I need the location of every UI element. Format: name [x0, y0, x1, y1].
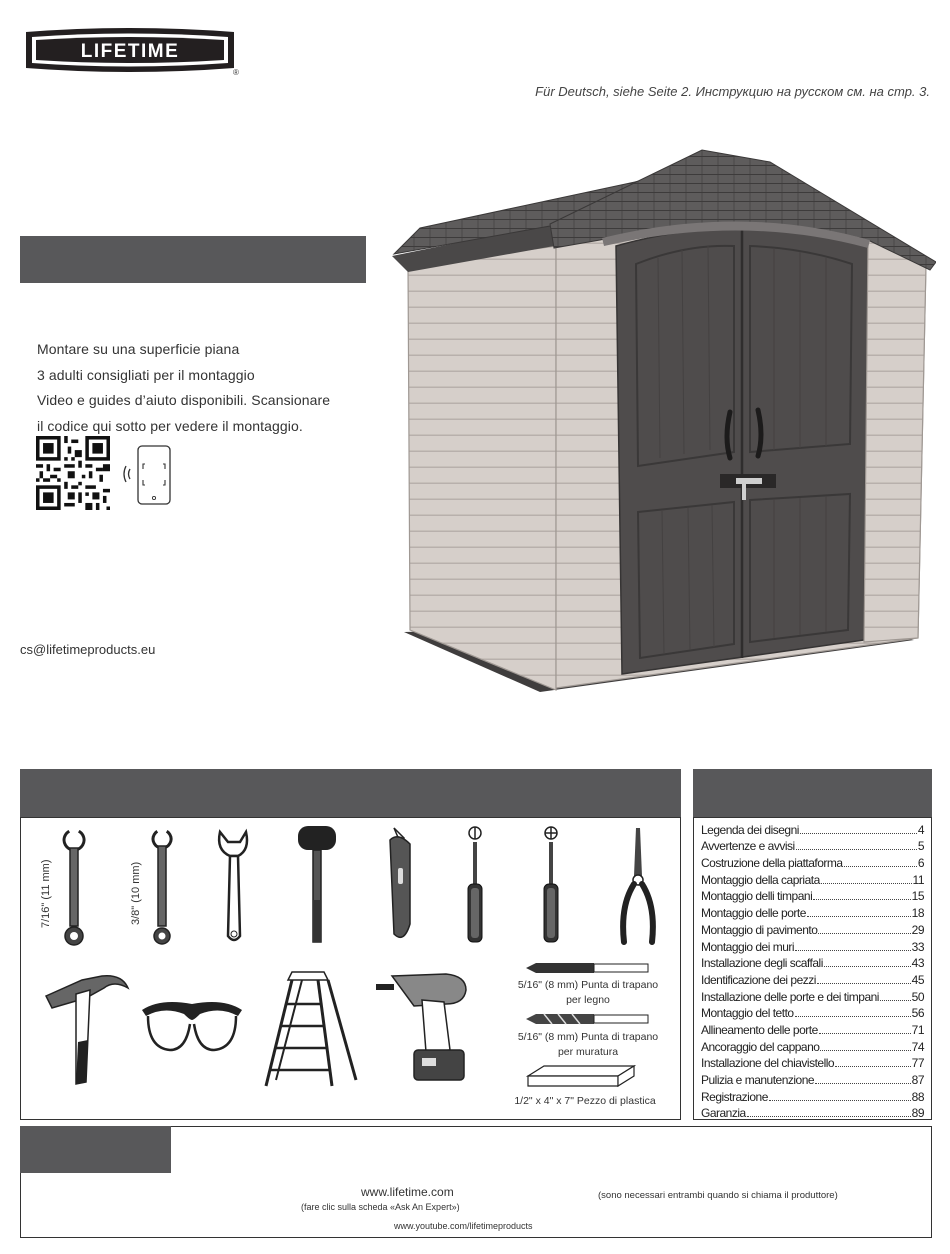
toc-entry[interactable]	[701, 837, 924, 854]
toc-entry[interactable]	[701, 1020, 924, 1037]
toc-entry[interactable]	[701, 920, 924, 937]
caption-line: 5/16" (8 mm) Punta di trapano	[517, 1031, 659, 1043]
utility-knife-icon	[384, 824, 418, 948]
toc-title: Montaggio di pavimento	[701, 922, 818, 937]
toc-title: Montaggio delli timpani	[701, 889, 813, 904]
toc-title: Avvertenze e avvisi	[701, 839, 795, 854]
phone-scan-icon	[118, 444, 172, 506]
toc-entry[interactable]	[701, 887, 924, 904]
toc-leader	[821, 883, 912, 884]
toc-page: 56	[911, 1006, 924, 1021]
masonry-bit-caption	[512, 1030, 664, 1060]
flathead-screwdriver-icon	[460, 826, 490, 946]
intro-line: il codice qui sotto per vedere il montaggio.	[37, 417, 303, 434]
ask-expert-note: (fare clic sulla scheda «Ask An Expert»)	[301, 1202, 460, 1212]
toc-title: Installazione degli scaffali	[701, 956, 823, 971]
toc-entry[interactable]	[701, 1004, 924, 1021]
toc-title: Ancoraggio del cappano	[701, 1039, 820, 1054]
needle-nose-pliers-icon	[616, 826, 660, 948]
support-email[interactable]: cs@lifetimeproducts.eu	[20, 642, 156, 657]
toc-page: 43	[911, 956, 924, 971]
language-note: Für Deutsch, siehe Seite 2. Инструкцию на русском см. на стр. 3.	[535, 84, 930, 99]
manufacturer-call-note: (sono necessari entrambi quando si chiama il produttore)	[598, 1190, 838, 1201]
table-of-contents	[693, 817, 932, 1120]
toc-title: Installazione delle porte e dei timpani	[701, 989, 879, 1004]
caption-line: per legno	[566, 994, 610, 1006]
toc-title: Montaggio del tetto	[701, 1006, 794, 1021]
wrench-size-label: 3/8" (10 mm)	[130, 861, 142, 925]
toc-title: Montaggio dei muri	[701, 939, 795, 954]
toc-leader	[747, 1116, 911, 1117]
toc-title: Pulizia e manutenzione	[701, 1073, 815, 1087]
toc-page: 77	[911, 1056, 924, 1071]
intro-line: 3 adulti consigliati per il montaggio	[37, 366, 255, 383]
toc-leader	[824, 966, 911, 967]
toc-page: 15	[911, 889, 924, 904]
toc-entry[interactable]	[701, 1087, 924, 1104]
plastic-piece-caption: 1/2" x 4" x 7" Pezzo di plastica	[514, 1095, 656, 1107]
qr-code[interactable]	[36, 436, 110, 510]
adjustable-wrench-icon	[214, 826, 254, 946]
toc-entry[interactable]	[701, 870, 924, 887]
toc-entry[interactable]	[701, 1037, 924, 1054]
lifetime-logo	[22, 26, 238, 74]
toc-page: 4	[917, 822, 924, 837]
toc-leader	[817, 983, 911, 984]
toc-title: Registrazione	[701, 1089, 768, 1104]
toc-page: 89	[911, 1106, 924, 1121]
toc-entry[interactable]	[701, 987, 924, 1004]
toc-page: 6	[917, 856, 924, 871]
toc-title: Costruzione della piattaforma	[701, 856, 843, 871]
toc-title: Installazione del chiavistello	[701, 1056, 835, 1071]
cordless-drill-icon	[374, 970, 470, 1086]
toc-entry[interactable]	[701, 1104, 924, 1121]
toc-entry[interactable]	[701, 937, 924, 954]
toc-leader	[815, 1083, 911, 1084]
youtube-link[interactable]: www.youtube.com/lifetimeproducts	[394, 1221, 533, 1231]
wood-bit-caption	[512, 978, 664, 1008]
website-link[interactable]: www.lifetime.com	[361, 1185, 454, 1199]
toc-page: 5	[917, 839, 924, 854]
registered-mark: ®	[233, 68, 239, 77]
toc-title: Legenda dei disegni	[701, 822, 799, 837]
plastic-piece-icon	[526, 1064, 636, 1090]
toc-leader	[800, 833, 917, 834]
toc-page: 45	[911, 972, 924, 987]
toc-leader	[844, 866, 917, 867]
wrench-size-label: 7/16" (11 mm)	[40, 859, 52, 928]
intro-text	[37, 337, 330, 439]
toc-entry[interactable]	[701, 954, 924, 971]
toc-page: 88	[911, 1089, 924, 1104]
toc-title: Garanzia	[701, 1106, 746, 1121]
toc-leader	[807, 916, 911, 917]
shed-illustration	[390, 148, 936, 696]
toc-page: 11	[912, 872, 924, 887]
brand-name: LIFETIME	[80, 41, 180, 62]
toc-leader	[769, 1100, 911, 1101]
tools-header-bar	[20, 769, 681, 817]
toc-entry[interactable]	[701, 1070, 924, 1087]
rubber-mallet-icon	[294, 824, 340, 946]
toc-page: 87	[911, 1073, 924, 1087]
toc-entry[interactable]	[701, 903, 924, 920]
toc-leader	[818, 933, 910, 934]
toc-header-bar	[693, 769, 932, 817]
toc-page: 50	[911, 989, 924, 1004]
toc-title: Montaggio delle porte	[701, 906, 806, 921]
combination-wrench-icon	[56, 826, 92, 948]
toc-title: Allineamento delle porte	[701, 1022, 818, 1037]
toc-title: Identificazione dei pezzi	[701, 972, 816, 987]
toc-entry[interactable]	[701, 820, 924, 837]
toc-leader	[796, 849, 917, 850]
masonry-drill-bit-icon	[524, 1012, 650, 1026]
safety-glasses-icon	[140, 996, 244, 1058]
toc-leader	[820, 1050, 910, 1051]
claw-hammer-icon	[42, 972, 130, 1090]
intro-line: Video e guides d’aiuto disponibili. Scansionare	[37, 392, 331, 408]
toc-page: 18	[911, 906, 924, 921]
toc-page: 74	[911, 1039, 924, 1054]
toc-leader	[835, 1066, 911, 1067]
toc-page: 29	[911, 922, 924, 937]
caption-line: per muratura	[557, 1046, 619, 1058]
toc-page: 33	[911, 939, 924, 954]
combination-wrench-icon	[145, 826, 179, 948]
phillips-screwdriver-icon	[536, 826, 566, 946]
toc-leader	[795, 950, 911, 951]
contact-header-tab	[20, 1126, 171, 1173]
toc-leader	[819, 1033, 911, 1034]
toc-leader	[813, 899, 910, 900]
intro-line: Montare su una superficie piana	[37, 341, 240, 357]
toc-entry[interactable]	[701, 853, 924, 870]
caption-line: 5/16" (8 mm) Punta di trapano	[517, 979, 659, 991]
title-bar	[20, 236, 366, 283]
toc-leader	[795, 1016, 911, 1017]
toc-entry[interactable]	[701, 1054, 924, 1071]
step-ladder-icon	[262, 968, 360, 1092]
toc-title: Montaggio della capriata	[701, 872, 820, 887]
toc-leader	[880, 1000, 911, 1001]
wood-drill-bit-icon	[524, 961, 650, 975]
toc-entry[interactable]	[701, 970, 924, 987]
toc-page: 71	[911, 1022, 924, 1037]
